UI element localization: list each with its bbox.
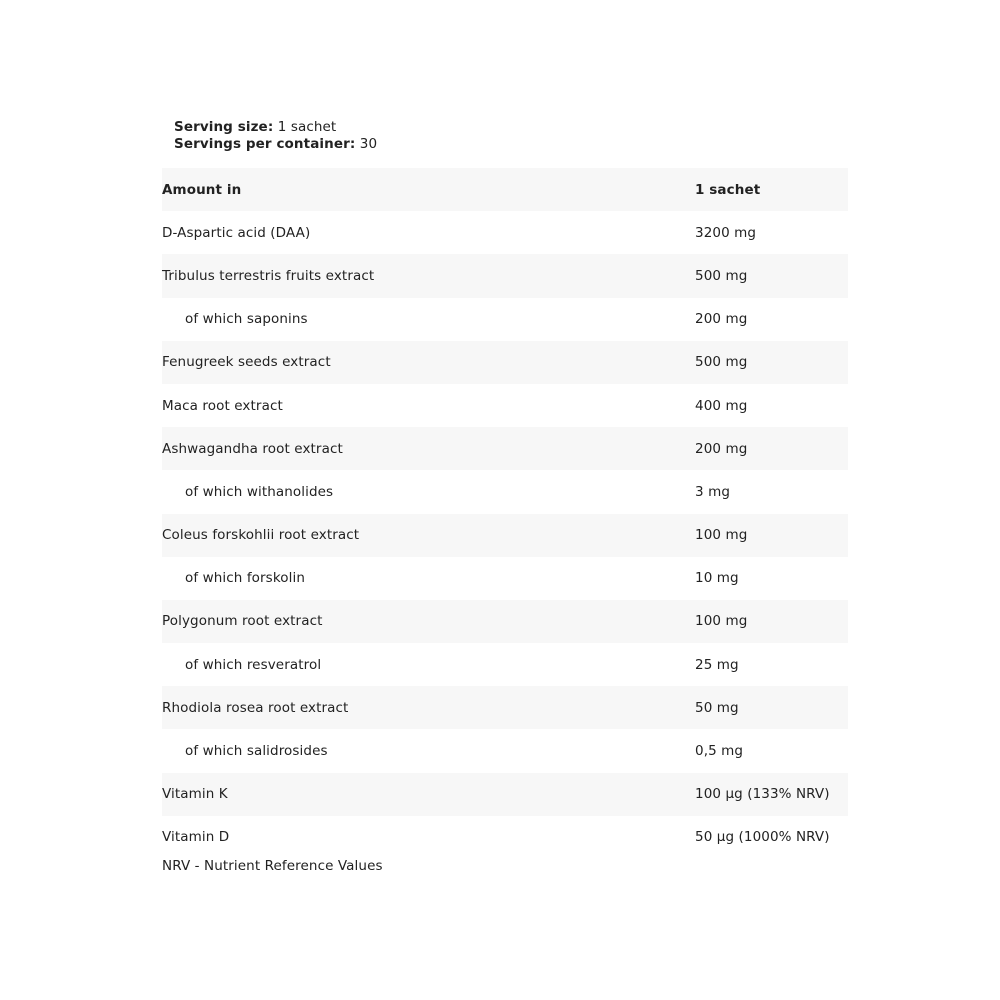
table-row	[162, 341, 848, 384]
table-row	[162, 384, 848, 427]
ingredient-name: Maca root extract	[162, 397, 283, 414]
ingredient-name: of which saponins	[185, 311, 308, 328]
table-row	[162, 600, 848, 643]
nutrition-table	[162, 168, 848, 859]
ingredient-amount: 25 mg	[695, 656, 739, 673]
ingredient-name: Tribulus terrestris fruits extract	[162, 267, 375, 284]
ingredient-name: Vitamin D	[162, 829, 230, 846]
ingredient-amount: 0,5 mg	[695, 743, 744, 760]
table-header-row	[162, 168, 848, 211]
ingredient-name: Coleus forskohlii root extract	[162, 527, 360, 544]
table-row	[162, 729, 848, 772]
ingredient-amount: 10 mg	[695, 570, 739, 587]
ingredient-amount: 100 µg (133% NRV)	[695, 786, 830, 803]
ingredient-amount: 3 mg	[695, 483, 731, 500]
serving-size	[174, 119, 377, 136]
table-row	[162, 643, 848, 686]
ingredient-name: of which withanolides	[185, 483, 334, 500]
ingredient-name: Rhodiola rosea root extract	[162, 699, 349, 716]
nrv-footnote: NRV - Nutrient Reference Values	[162, 858, 383, 874]
ingredient-amount: 200 mg	[695, 311, 748, 328]
table-row	[162, 427, 848, 470]
ingredient-name: D-Aspartic acid (DAA)	[162, 224, 311, 241]
table-row	[162, 514, 848, 557]
ingredient-name: Vitamin K	[162, 786, 228, 803]
table-row	[162, 211, 848, 254]
table-row	[162, 298, 848, 341]
ingredient-amount: 400 mg	[695, 397, 748, 414]
ingredient-amount: 200 mg	[695, 440, 748, 457]
servings-per-container	[174, 136, 377, 153]
ingredient-amount: 100 mg	[695, 527, 748, 544]
table-row	[162, 254, 848, 297]
servings-per-container-label: Servings per container:	[174, 136, 356, 152]
table-row	[162, 470, 848, 513]
ingredient-amount: 500 mg	[695, 354, 748, 371]
table-row	[162, 816, 848, 859]
table-row	[162, 686, 848, 729]
header-amount-in: Amount in	[162, 181, 242, 198]
ingredient-amount: 50 mg	[695, 699, 739, 716]
table-row	[162, 773, 848, 816]
ingredient-amount: 3200 mg	[695, 224, 757, 241]
ingredient-name: of which forskolin	[185, 570, 305, 587]
servings-per-container-value: 30	[359, 136, 378, 152]
ingredient-amount: 50 µg (1000% NRV)	[695, 829, 830, 846]
ingredient-name: Ashwagandha root extract	[162, 440, 343, 457]
serving-size-label: Serving size:	[174, 119, 274, 135]
ingredient-name: of which resveratrol	[185, 656, 322, 673]
ingredient-name: of which salidrosides	[185, 743, 328, 760]
header-1-sachet: 1 sachet	[695, 181, 761, 198]
ingredient-amount: 100 mg	[695, 613, 748, 630]
table-row	[162, 557, 848, 600]
ingredient-name: Fenugreek seeds extract	[162, 354, 331, 371]
ingredient-name: Polygonum root extract	[162, 613, 323, 630]
ingredient-amount: 500 mg	[695, 267, 748, 284]
serving-size-value: 1 sachet	[277, 119, 337, 135]
serving-info	[174, 119, 377, 153]
